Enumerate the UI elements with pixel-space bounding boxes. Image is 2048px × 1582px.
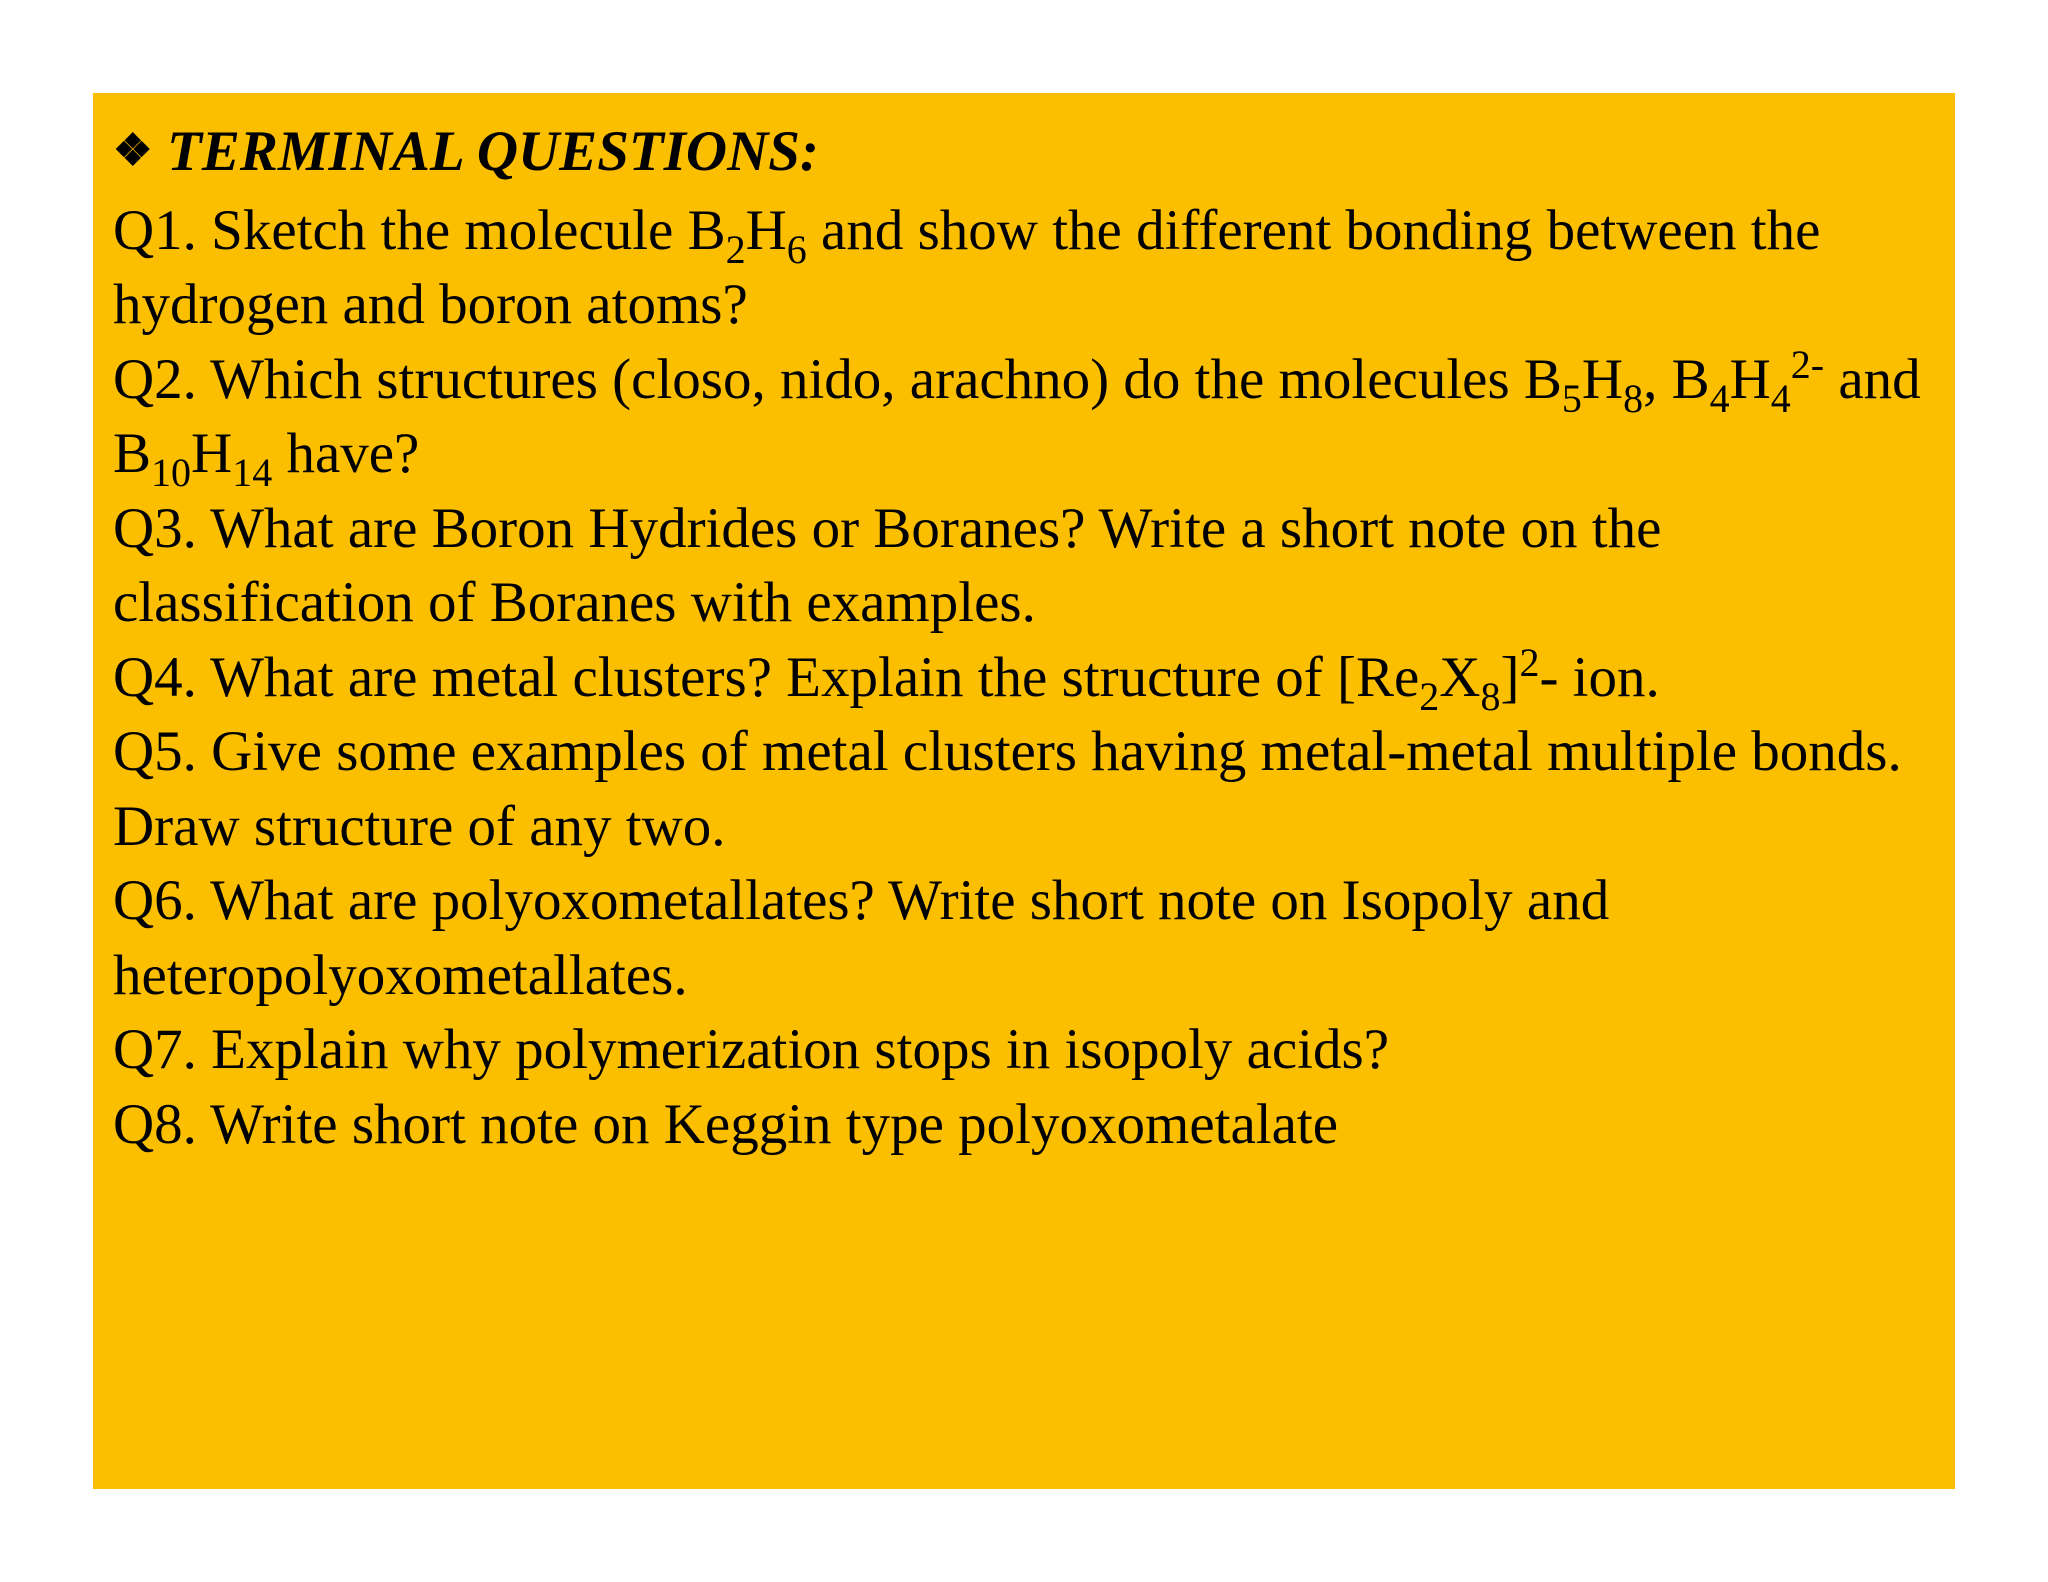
question-4: Q4. What are metal clusters? Explain the structure of $[Re_2X_8]^2-$ ion. bbox=[113, 639, 1660, 719]
question-7: Q7. Explain why polymerization stops in isopoly acids? bbox=[113, 1018, 1389, 1081]
question-5: Q5. Give some examples of metal clusters having metal-metal multiple bonds. Draw structure of any two. bbox=[113, 720, 1902, 858]
question-2: Q2. Which structures (closo, nido, arachno) do the molecules $B_5H_8$, $B_4H_4^{2-}$ and $B_{10}H_{14}$ have? bbox=[113, 341, 1921, 495]
question-8: Q8. Write short note on Keggin type polyoxometalate bbox=[113, 1092, 1339, 1156]
question-3: Q3. What are Boron Hydrides or Boranes? Write a short note on the classification of Boranes with examples. bbox=[113, 496, 1662, 634]
question-1: Q1. Sketch the molecule $B_2H_6$ and show the different bonding between the hydrogen and boron atoms? bbox=[113, 198, 1821, 336]
diamond-bullet-icon: ❖ bbox=[113, 126, 153, 175]
slide-content bbox=[113, 115, 1943, 1162]
question-6: Q6. What are polyoxometallates? Write short note on Isopoly and heteropolyoxometallates. bbox=[113, 869, 1610, 1007]
heading-text: TERMINAL QUESTIONS: bbox=[167, 120, 819, 183]
section-heading bbox=[113, 115, 1943, 194]
slide-background bbox=[93, 93, 1955, 1489]
